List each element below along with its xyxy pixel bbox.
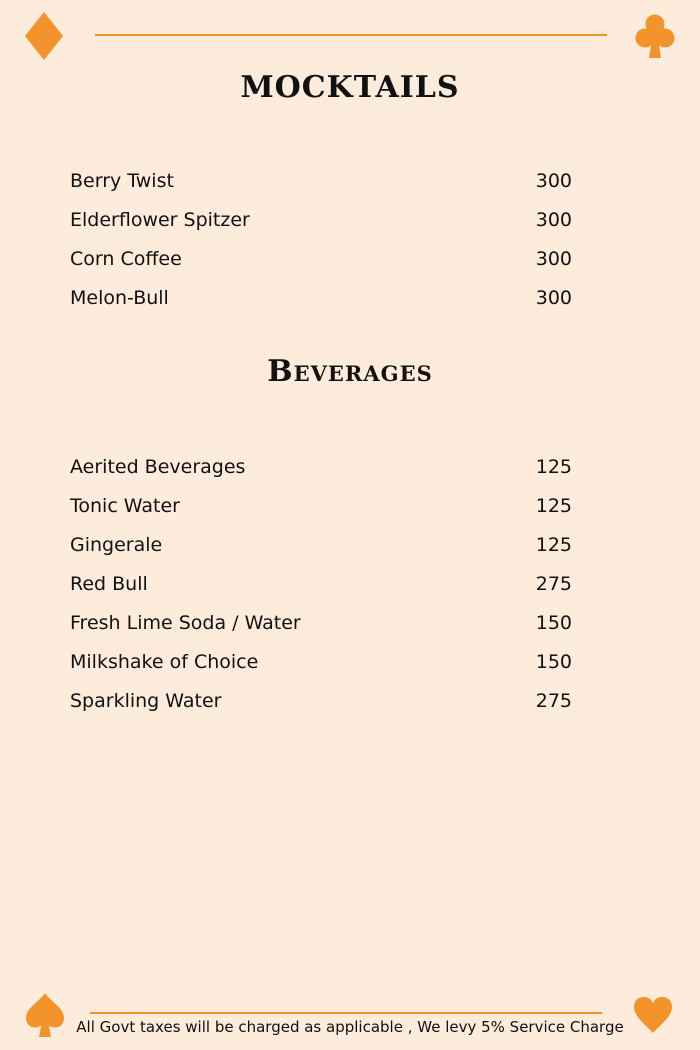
item-name: Milkshake of Choice <box>70 650 259 673</box>
menu-item <box>70 642 572 681</box>
item-price: 300 <box>535 169 572 192</box>
beverages-heading: Beverages <box>267 354 433 389</box>
item-price: 125 <box>535 455 572 478</box>
item-price: 150 <box>535 611 572 634</box>
item-price: 275 <box>535 572 572 595</box>
menu-item <box>70 447 572 486</box>
item-name: Corn Coffee <box>70 247 182 270</box>
item-name: Melon-Bull <box>70 286 169 309</box>
item-price: 125 <box>535 494 572 517</box>
bottom-divider <box>90 1012 602 1014</box>
item-name: Aerited Beverages <box>70 455 246 478</box>
menu-item <box>70 239 572 278</box>
menu-item <box>70 200 572 239</box>
footer-note: All Govt taxes will be charged as applicable , We levy 5% Service Charge <box>76 1018 624 1036</box>
item-name: Berry Twist <box>70 169 174 192</box>
item-price: 275 <box>535 689 572 712</box>
item-name: Red Bull <box>70 572 148 595</box>
menu-item <box>70 603 572 642</box>
item-price: 300 <box>535 286 572 309</box>
item-price: 300 <box>535 247 572 270</box>
menu-item <box>70 161 572 200</box>
item-name: Fresh Lime Soda / Water <box>70 611 301 634</box>
heart-icon <box>633 996 673 1034</box>
item-price: 150 <box>535 650 572 673</box>
diamond-icon <box>25 12 63 60</box>
beverages-list <box>70 447 572 720</box>
mocktails-list <box>70 161 572 317</box>
club-icon <box>635 13 675 59</box>
item-price: 125 <box>535 533 572 556</box>
item-name: Sparkling Water <box>70 689 222 712</box>
menu-item <box>70 278 572 317</box>
menu-item <box>70 564 572 603</box>
item-price: 300 <box>535 208 572 231</box>
menu-item <box>70 681 572 720</box>
item-name: Tonic Water <box>70 494 180 517</box>
menu-item <box>70 486 572 525</box>
menu-item <box>70 525 572 564</box>
item-name: Elderflower Spitzer <box>70 208 250 231</box>
mocktails-heading: MOCKTAILS <box>240 70 460 105</box>
top-divider <box>95 34 607 36</box>
item-name: Gingerale <box>70 533 163 556</box>
